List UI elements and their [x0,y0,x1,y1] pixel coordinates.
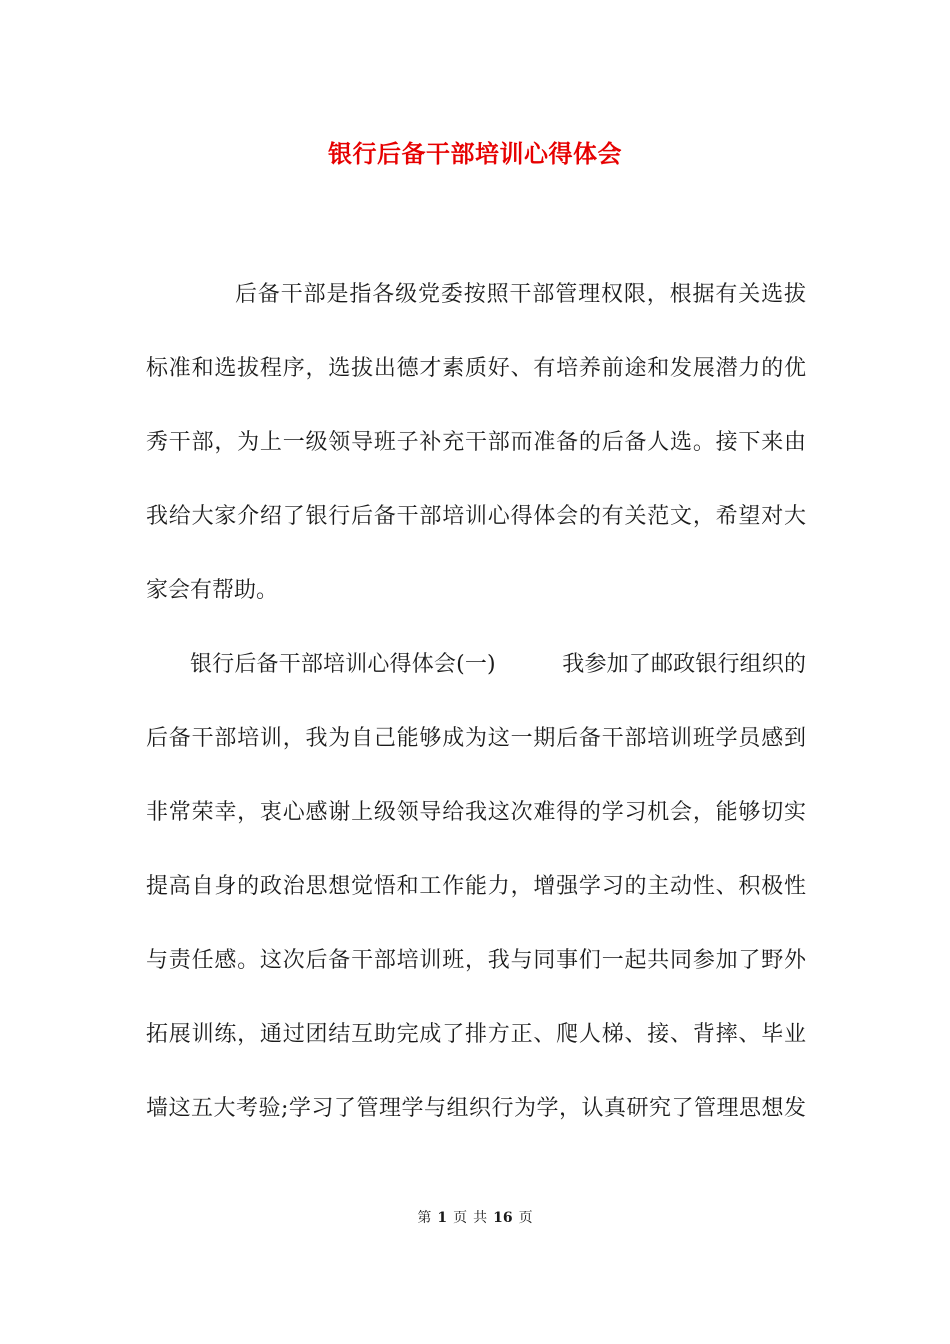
paragraph-line: 后备干部培训，我为自己能够成为这一期后备干部培训班学员感到 [146,726,806,751]
paragraph-line: 拓展训练，通过团结互助完成了排方正、爬人梯、接、背摔、毕业 [146,1022,806,1047]
paragraph-line: 与责任感。这次后备干部培训班，我与同事们一起共同参加了野外 [146,948,806,973]
paragraph-line: 家会有帮助。 [146,578,279,603]
paragraph-line: 标准和选拔程序，选拔出德才素质好、有培养前途和发展潜力的优 [146,356,806,381]
document-title: 银行后备干部培训心得体会 [328,139,622,168]
paragraph-line: 银行后备干部培训心得体会(一) 我参加了邮政银行组织的 [190,652,806,677]
page-label-suffix: 页 [518,1210,533,1226]
paragraph-line: 秀干部，为上一级领导班子补充干部而准备的后备人选。接下来由 [146,430,806,455]
paragraph-line: 我给大家介绍了银行后备干部培训心得体会的有关范文，希望对大 [146,504,806,529]
paragraph-line: 提高自身的政治思想觉悟和工作能力，增强学习的主动性、积极性 [146,874,806,899]
page-label-prefix: 第 [417,1210,432,1226]
page-number-footer [0,1208,950,1228]
current-page-number: 1 [437,1210,448,1226]
paragraph-line: 墙这五大考验;学习了管理学与组织行为学，认真研究了管理思想发 [146,1096,806,1121]
page-label-middle1: 页 [453,1210,468,1226]
page-label-middle2: 共 [473,1210,488,1226]
paragraph-line: 后备干部是指各级党委按照干部管理权限，根据有关选拔 [235,282,806,307]
total-pages-number: 16 [493,1210,513,1226]
paragraph-line: 非常荣幸，衷心感谢上级领导给我这次难得的学习机会，能够切实 [146,800,806,825]
